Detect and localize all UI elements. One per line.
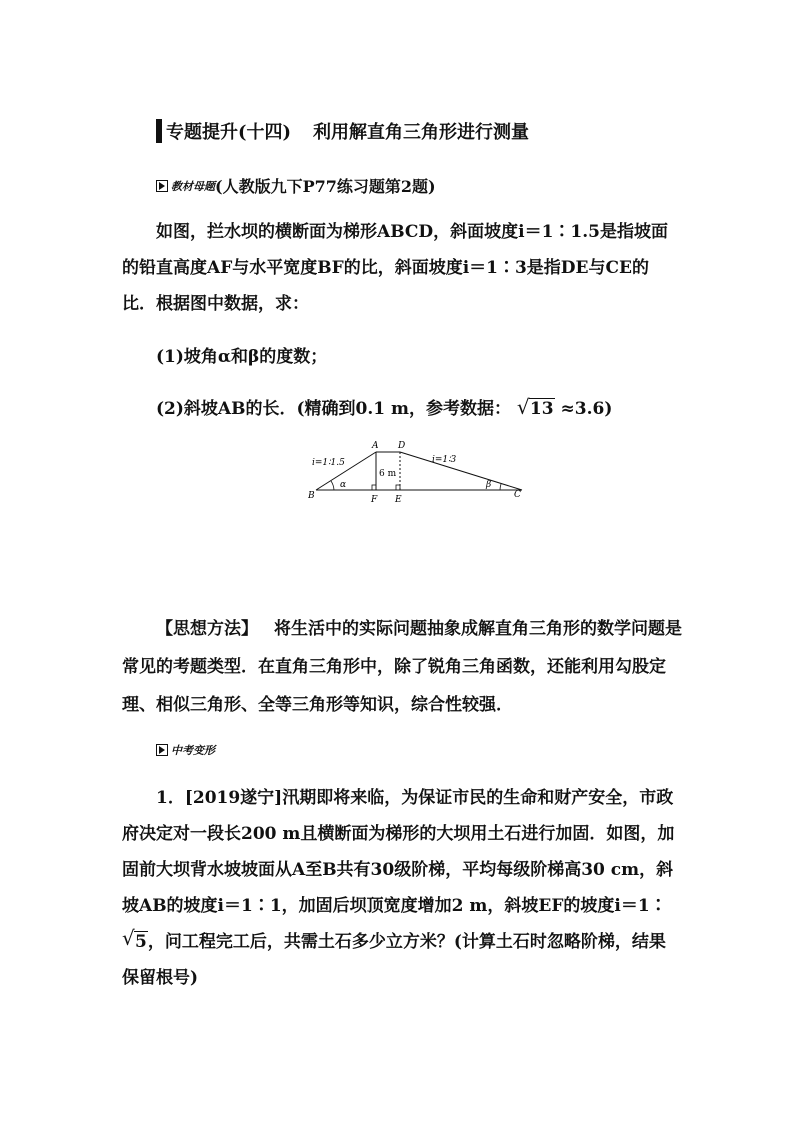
question-2 (156, 394, 612, 419)
exercise-sqrt-radicand: 5 (135, 932, 147, 952)
problem-text: 如图，拦水坝的横断面为梯形ABCD，斜面坡度i＝1∶1.5是指坡面的铅直高度AF与水平宽度BF的比，斜面坡度i＝1∶3是指DE与CE的比．根据图中数据，求： (122, 222, 669, 314)
exercise-1-text-before: 1．[2019遂宁]汛期即将来临，为保证市民的生命和财产安全，市政府决定对一段长200 m且横断面为梯形的大坝用土石进行加固．如图，加固前大坝背水坡坡面从A至B共有30级阶梯，平均每级阶梯高30 cm，斜坡AB的坡度i＝1∶1，加固后坝顶宽度增加2 m，斜坡EF的坡度i＝1∶ (122, 788, 675, 916)
source-text: (人教版九下P77练习题第2题) (215, 177, 436, 196)
title-bar-decoration (156, 119, 162, 143)
sqrt-radicand: 13 (529, 399, 554, 419)
exercise-1 (122, 780, 682, 996)
sqrt-expression: √ 13 (516, 395, 554, 419)
title-part1: 专题提升(十四) (166, 122, 292, 143)
left-slope-label: i=1∶1.5 (312, 458, 345, 468)
method-label: 【思想方法】 (156, 619, 258, 639)
method-paragraph (122, 610, 682, 724)
beta-arc (500, 484, 501, 490)
exercise-1-text-after: ，问工程完工后，共需土石多少立方米？(计算土石时忽略阶梯，结果保留根号) (122, 932, 666, 988)
textbook-tag (156, 178, 215, 194)
play-triangle-icon (156, 180, 168, 192)
height-label: 6 m (379, 469, 397, 479)
textbook-tag-label: 教材母题 (171, 179, 215, 193)
dam-trapezoid-figure (308, 436, 538, 506)
point-b-label: B (308, 491, 315, 501)
point-d-label: D (398, 441, 406, 451)
exam-tag-label: 中考变形 (171, 744, 215, 757)
question-2-prefix: (2)斜坡AB的长．(精确到0.1 m，参考数据： (156, 399, 511, 419)
point-f-label: F (371, 495, 378, 505)
method-text: 将生活中的实际问题抽象成解直角三角形的数学问题是常见的考题类型．在直角三角形中，除了锐角三角函数，还能利用勾股定理、相似三角形、全等三角形等知识，综合性较强． (122, 619, 682, 715)
play-triangle-icon (156, 744, 168, 756)
slope-dc (400, 452, 522, 490)
title-part2: 利用解直角三角形进行测量 (313, 122, 530, 143)
source-line (156, 174, 436, 197)
beta-label: β (486, 480, 492, 490)
right-angle-mark-f (372, 485, 376, 490)
point-c-label: C (514, 490, 521, 500)
question-1: (1)坡角α和β的度数； (156, 347, 328, 367)
point-e-label: E (395, 495, 402, 505)
point-a-label: A (372, 441, 379, 451)
right-slope-label: i=1∶3 (432, 455, 457, 465)
problem-paragraph (122, 214, 682, 322)
alpha-label: α (340, 480, 347, 490)
exam-tag (156, 742, 215, 758)
right-angle-mark-e (396, 485, 400, 490)
alpha-arc (331, 481, 334, 490)
exam-tag-line (156, 742, 215, 758)
question-2-suffix: ≈3.6) (560, 399, 613, 419)
section-title (156, 118, 529, 144)
exercise-sqrt: √ 5 (122, 926, 147, 952)
